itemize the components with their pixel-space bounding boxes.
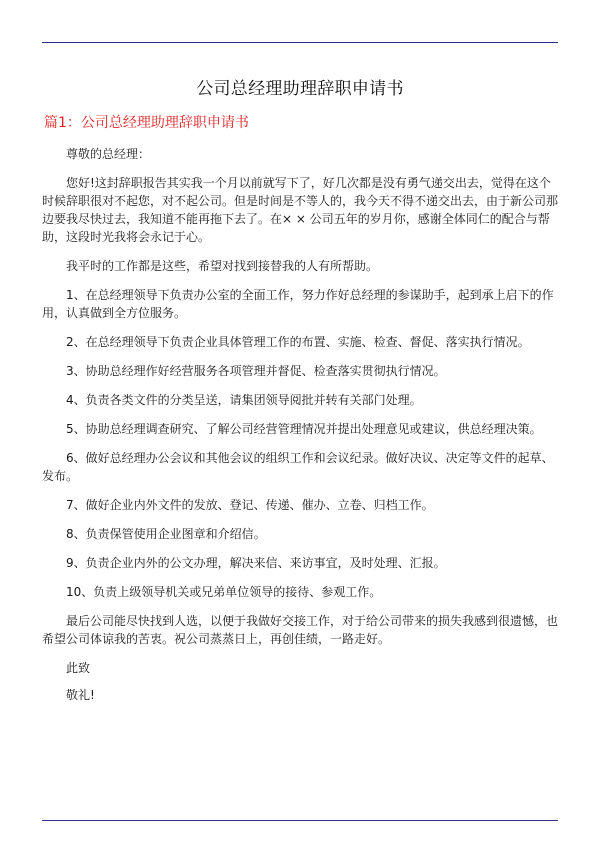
duty-item-6: 6、做好总经理办公会议和其他会议的组织工作和会议纪录。做好决议、决定等文件的起草、发布。 [42, 451, 554, 483]
document-body [42, 78, 558, 715]
duty-item-7: 7、做好企业内外文件的发放、登记、传递、催办、立卷、归档工作。 [66, 498, 434, 512]
duty-item-4: 4、负责各类文件的分类呈送，请集团领导阅批并转有关部门处理。 [66, 393, 422, 407]
duty-item-8: 8、负责保管使用企业图章和介绍信。 [66, 527, 266, 541]
document-title: 公司总经理助理辞职申请书 [196, 79, 404, 99]
closing-line-2: 敬礼! [66, 688, 95, 702]
paragraph-duties-intro: 我平时的工作都是这些，希望对找到接替我的人有所帮助。 [66, 259, 379, 273]
salutation: 尊敬的总经理： [66, 147, 151, 161]
duty-item-9: 9、负责企业内外的公文办理，解决来信、来访事宜，及时处理、汇报。 [66, 556, 446, 570]
duty-item-5: 5、协助总经理调查研究、了解公司经营管理情况并提出处理意见或建议，供总经理决策。 [66, 422, 542, 436]
duty-item-3: 3、协助总经理作好经营服务各项管理并督促、检查落实贯彻执行情况。 [66, 364, 446, 378]
duty-item-10: 10、负责上级领导机关或兄弟单位领导的接待、参观工作。 [66, 585, 382, 599]
closing-line-1: 此致 [66, 661, 91, 675]
duty-item-2: 2、在总经理领导下负责企业具体管理工作的布置、实施、检查、督促、落实执行情况。 [66, 335, 530, 349]
top-rule [42, 42, 558, 43]
duty-item-1: 1、在总经理领导下负责办公室的全面工作，努力作好总经理的参谋助手，起到承上启下的作用，认真做到全方位服务。 [42, 288, 554, 320]
paragraph-intro: 您好!这封辞职报告其实我一个月以前就写下了，好几次都是没有勇气递交出去，觉得在这个时候辞职很对不起您，对不起公司。但是时间是不等人的，我今天不得不递交出去，由于新公司那边要我尽快过去，我知道不能再拖下去了。在× × 公司五年的岁月你，感谢全体同仁的配合与帮助，这段时光我将会永记于心。 [42, 176, 559, 244]
paragraph-closing: 最后公司能尽快找到人选，以便于我做好交接工作，对于给公司带来的损失我感到很遗憾，也希望公司体谅我的苦衷。祝公司蒸蒸日上，再创佳绩，一路走好。 [42, 614, 559, 646]
section-heading: 篇1：公司总经理助理辞职申请书 [44, 115, 249, 131]
bottom-rule [42, 820, 558, 821]
